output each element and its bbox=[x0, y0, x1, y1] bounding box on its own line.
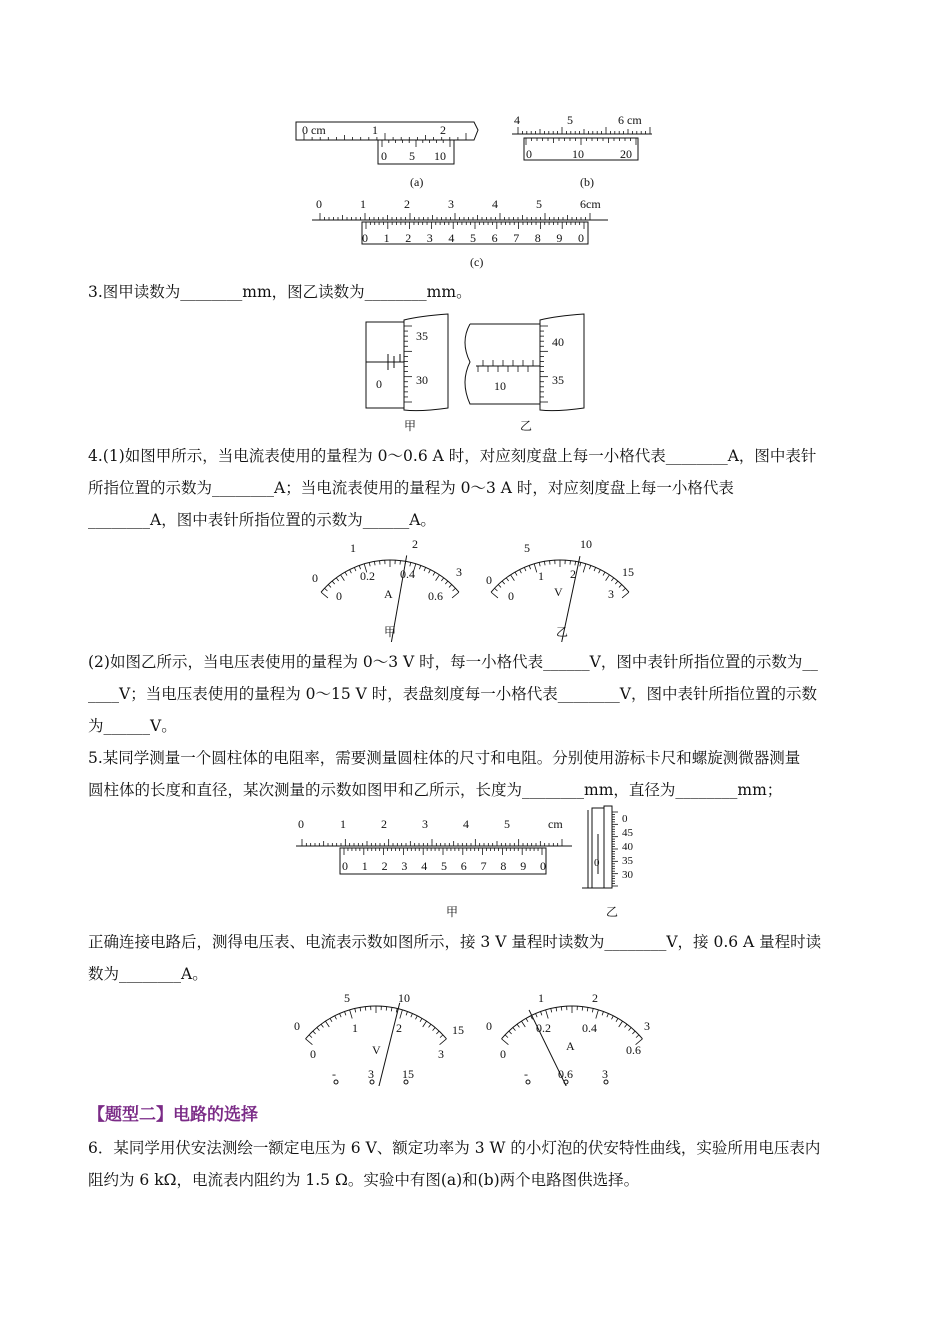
scale-tick bbox=[423, 1021, 427, 1027]
scale-tick bbox=[502, 1039, 509, 1045]
q5b-line-1: 正确连接电路后，测得电压表、电流表示数如图所示，接 3 V 量程时读数为________V，接 0.6 A 量程时读 bbox=[88, 933, 822, 951]
ammeter2-inner-3: 0.6 bbox=[626, 1043, 641, 1057]
scale-tick bbox=[623, 588, 626, 591]
q5-caliper-main-3: 3 bbox=[422, 817, 428, 831]
q5-caliper-main-2: 2 bbox=[381, 817, 387, 831]
scale-tick bbox=[603, 572, 605, 575]
q6-line-2: 阻约为 6 kΩ，电流表内阻约为 1.5 Ω。实验中有图(a)和(b)两个电路图供选择。 bbox=[88, 1171, 640, 1189]
scale-tick bbox=[410, 562, 411, 566]
q5-micrometer-35: 35 bbox=[622, 855, 633, 867]
q5-micrometer-sleeve: 0 bbox=[594, 857, 600, 869]
scale-tick bbox=[526, 1018, 528, 1021]
scale-tick bbox=[309, 1035, 312, 1038]
meter1-caption-yi: 乙 bbox=[556, 625, 569, 639]
q5-micrometer bbox=[582, 806, 634, 919]
micrometer-jia-sleeve: 0 bbox=[376, 377, 382, 391]
scale-tick bbox=[511, 575, 515, 581]
scale-tick bbox=[406, 1012, 407, 1016]
question-4-1 bbox=[88, 440, 864, 536]
q5-caliper-main-0: 0 bbox=[298, 817, 304, 831]
question-3: 3.图甲读数为________mm，图乙读数为________mm。 bbox=[88, 283, 472, 301]
scale-tick bbox=[534, 564, 537, 573]
q5-caliper-vernier-label: 0 bbox=[342, 859, 348, 873]
micrometer-yi-sleeve: 10 bbox=[494, 379, 506, 393]
caliper-c-vernier-label: 6 bbox=[491, 231, 498, 245]
scale-tick bbox=[400, 1010, 403, 1019]
scale-tick bbox=[440, 1035, 443, 1038]
meter1-caption-jia: 甲 bbox=[384, 625, 397, 639]
scale-tick bbox=[541, 1012, 542, 1016]
q5-caliper-vernier-label: 5 bbox=[441, 859, 447, 873]
caliper-c-vernier-label: 0 bbox=[362, 231, 368, 245]
scale-tick bbox=[596, 1010, 599, 1019]
scale-tick bbox=[546, 1010, 549, 1019]
ammeter1-outer-2: 2 bbox=[412, 537, 418, 551]
micrometer-jia bbox=[366, 314, 448, 433]
scale-tick bbox=[632, 1031, 635, 1034]
scale-tick bbox=[429, 1024, 431, 1027]
scale-tick bbox=[607, 1014, 609, 1018]
scale-tick bbox=[515, 572, 517, 575]
section-heading: 【题型二】电路的选择 bbox=[88, 1105, 258, 1125]
scale-tick bbox=[551, 1008, 552, 1012]
caliper-c-vernier-label: 2 bbox=[405, 231, 412, 245]
q5-caliper-vernier-label: 2 bbox=[381, 859, 388, 873]
scale-tick bbox=[615, 581, 618, 584]
caliper-b-label-1: 5 bbox=[567, 113, 573, 127]
ammeter2-outer-1: 1 bbox=[538, 991, 544, 1005]
scale-tick bbox=[345, 572, 347, 575]
scale-tick bbox=[325, 588, 328, 591]
voltmeter1-unit: V bbox=[554, 585, 563, 599]
scale-tick bbox=[616, 1018, 618, 1021]
scale-tick bbox=[355, 1008, 356, 1012]
scale-tick bbox=[452, 592, 459, 598]
scale-tick bbox=[345, 1012, 346, 1016]
q5-caliper-caption: 甲 bbox=[446, 905, 459, 919]
scale-tick bbox=[539, 562, 540, 566]
q5-caliper-vernier-label: 9 bbox=[520, 859, 527, 873]
caliper-a-vernier-0: 0 bbox=[381, 149, 387, 163]
ammeter1-outer-1: 1 bbox=[350, 541, 356, 555]
scale-tick bbox=[433, 1028, 436, 1031]
micrometer-jia-35: 35 bbox=[416, 329, 428, 343]
caliper-a-label-2: 2 bbox=[440, 123, 446, 137]
meters-figure-1 bbox=[306, 532, 646, 642]
caliper-c-vernier-label: 0 bbox=[578, 231, 584, 245]
caliper-c-vernier-label: 1 bbox=[383, 231, 390, 245]
ammeter2-inner-0: 0 bbox=[500, 1047, 506, 1061]
ammeter1-outer-0: 0 bbox=[312, 571, 318, 585]
ammeter2-inner-1: 0.2 bbox=[536, 1021, 551, 1035]
caliper-b-caption: (b) bbox=[580, 175, 594, 189]
micrometer-jia-30: 30 bbox=[416, 373, 428, 387]
q5-caliper-vernier-label: 3 bbox=[401, 859, 408, 873]
scale-tick bbox=[491, 592, 498, 598]
voltmeter2-terminal-neg: - bbox=[332, 1067, 336, 1081]
q5-line-1: 5.某同学测量一个圆柱体的电阻率，需要测量圆柱体的尺寸和电阻。分别使用游标卡尺和螺旋测微器测量 bbox=[88, 749, 801, 767]
scale-tick bbox=[449, 585, 452, 588]
q4b-line-2: ____V；当电压表使用的量程为 0～15 V 时，表盘刻度每一小格代表________V，图中表针所指位置的示数 bbox=[88, 685, 817, 703]
q5-micrometer-0: 0 bbox=[622, 813, 628, 825]
scale-tick bbox=[592, 1008, 593, 1012]
scale-tick bbox=[325, 1021, 329, 1027]
scale-tick bbox=[580, 562, 581, 566]
scale-tick bbox=[441, 578, 443, 581]
caliper-a-vernier-1: 5 bbox=[409, 149, 415, 163]
caliper-b-vernier-1: 10 bbox=[572, 147, 584, 161]
scale-tick bbox=[306, 1039, 313, 1045]
scale-tick bbox=[374, 561, 375, 565]
q5-micrometer-30: 30 bbox=[622, 869, 633, 881]
ammeter2-outer-2: 2 bbox=[592, 991, 598, 1005]
caliper-c-vernier-label: 9 bbox=[556, 231, 563, 245]
voltmeter2-outer-2: 10 bbox=[398, 991, 410, 1005]
q5-micrometer-40: 40 bbox=[622, 841, 633, 853]
scale-tick bbox=[611, 578, 613, 581]
ammeter2-outer-0: 0 bbox=[486, 1019, 492, 1033]
voltmeter2-inner-0: 0 bbox=[310, 1047, 316, 1061]
caliper-c-vernier-label: 4 bbox=[448, 231, 455, 245]
scale-tick bbox=[599, 570, 601, 574]
scale-tick bbox=[317, 1028, 320, 1031]
micrometer-yi-35: 35 bbox=[552, 373, 564, 387]
scale-tick bbox=[424, 567, 426, 571]
scale-tick bbox=[509, 1031, 512, 1034]
voltmeter2-unit: V bbox=[372, 1043, 381, 1057]
scale-tick bbox=[619, 1021, 623, 1027]
q4-line-1: 4.(1)如图甲所示，当电流表使用的量程为 0～0.6 A 时，对应刻度盘上每一小格代表________A，图中表针 bbox=[88, 447, 817, 465]
voltmeter1-outer-0: 0 bbox=[486, 573, 492, 587]
scale-tick bbox=[520, 570, 522, 574]
scale-tick bbox=[332, 581, 335, 584]
q5-line-2: 圆柱体的长度和直径，某次测量的示数如图甲和乙所示，长度为________mm，直径为________mm； bbox=[88, 781, 783, 799]
q5-caliper-main-1: 1 bbox=[340, 817, 346, 831]
q5-figure bbox=[292, 804, 662, 924]
scale-tick bbox=[529, 565, 530, 569]
q5-caliper-vernier-label: 4 bbox=[421, 859, 428, 873]
voltmeter1-inner-0: 0 bbox=[508, 589, 514, 603]
voltmeter1-outer-3: 15 bbox=[622, 565, 634, 579]
scale-tick bbox=[350, 1010, 353, 1019]
q5-caliper-main-4: 4 bbox=[463, 817, 469, 831]
scale-tick bbox=[502, 581, 505, 584]
caliper-c-vernier-label: 7 bbox=[513, 231, 520, 245]
caliper-b-vernier-2: 20 bbox=[620, 147, 632, 161]
scale-tick bbox=[625, 1024, 627, 1027]
scale-tick bbox=[495, 588, 498, 591]
voltmeter2-inner-3: 3 bbox=[438, 1047, 444, 1061]
q5-caliper-vernier-label: 8 bbox=[500, 859, 507, 873]
voltmeter2-outer-1: 5 bbox=[344, 991, 350, 1005]
scale-tick bbox=[440, 1039, 447, 1045]
scale-tick bbox=[330, 1018, 332, 1021]
ammeter1-inner-3: 0.6 bbox=[428, 589, 443, 603]
voltmeter2-inner-1: 1 bbox=[352, 1021, 358, 1035]
caliper-b bbox=[512, 113, 652, 189]
question-4-2 bbox=[88, 646, 864, 806]
micrometer-yi-caption: 乙 bbox=[520, 419, 533, 433]
caliper-figure bbox=[290, 108, 670, 273]
scale-tick bbox=[429, 570, 431, 574]
caliper-c-vernier-label: 8 bbox=[534, 231, 541, 245]
scale-tick bbox=[513, 1028, 516, 1031]
scale-tick bbox=[505, 1035, 508, 1038]
scale-tick bbox=[360, 1007, 361, 1011]
caliper-b-label-0: 4 bbox=[514, 113, 520, 127]
question-5b bbox=[88, 926, 864, 990]
ammeter2-outer-3: 3 bbox=[644, 1019, 650, 1033]
scale-tick bbox=[341, 575, 345, 581]
scale-tick bbox=[587, 1007, 588, 1011]
q6-line-1: 6．某同学用伏安法测绘一额定电压为 6 V、额定功率为 3 W 的小灯泡的伏安特性曲线，实验所用电压表内 bbox=[88, 1139, 821, 1157]
ammeter1-unit: A bbox=[384, 587, 393, 601]
scale-tick bbox=[498, 585, 501, 588]
scale-tick bbox=[636, 1035, 639, 1038]
q5-caliper-vernier-label: 0 bbox=[540, 859, 546, 873]
scale-tick bbox=[420, 1018, 422, 1021]
caliper-b-vernier-0: 0 bbox=[526, 147, 532, 161]
micrometer-figure bbox=[360, 312, 592, 434]
scale-tick bbox=[556, 1007, 557, 1011]
ammeter1-inner-0: 0 bbox=[336, 589, 342, 603]
scale-tick bbox=[594, 567, 596, 571]
scale-tick bbox=[321, 1024, 323, 1027]
ammeter1-outer-3: 3 bbox=[456, 565, 462, 579]
ammeter2-inner-2: 0.4 bbox=[582, 1021, 597, 1035]
voltmeter1-inner-3: 3 bbox=[608, 587, 614, 601]
scale-tick bbox=[436, 575, 440, 581]
scale-tick bbox=[328, 585, 331, 588]
scale-tick bbox=[622, 592, 629, 598]
voltmeter1-outer-1: 5 bbox=[524, 541, 530, 555]
q5-caliper-vernier-label: 1 bbox=[361, 859, 368, 873]
caliper-b-label-2: 6 cm bbox=[618, 113, 642, 127]
scale-tick bbox=[536, 1014, 538, 1018]
scale-tick bbox=[436, 1031, 439, 1034]
scale-tick bbox=[575, 561, 576, 565]
scale-tick bbox=[369, 562, 370, 566]
scale-tick bbox=[629, 1028, 632, 1031]
caliper-c-vernier-label: 3 bbox=[426, 231, 433, 245]
caliper-c-main-4: 4 bbox=[492, 197, 498, 211]
caliper-c-main-0: 0 bbox=[316, 197, 322, 211]
caliper-c-main-2: 2 bbox=[404, 197, 410, 211]
ammeter2-terminal-neg: - bbox=[524, 1067, 528, 1081]
scale-tick bbox=[313, 1031, 316, 1034]
q5-caliper-vernier-label: 7 bbox=[480, 859, 487, 873]
scale-tick bbox=[606, 575, 610, 581]
scale-tick bbox=[453, 588, 456, 591]
q4b-line-1: (2)如图乙所示，当电压表使用的量程为 0～3 V 时，每一小格代表______V，图中表针所指位置的示数为__ bbox=[88, 653, 818, 671]
caliper-c-main-5: 5 bbox=[536, 197, 542, 211]
voltmeter1-inner-2: 2 bbox=[570, 567, 576, 581]
scale-tick bbox=[340, 1014, 342, 1018]
scale-tick bbox=[445, 581, 448, 584]
voltmeter2-inner-2: 2 bbox=[396, 1021, 402, 1035]
caliper-c bbox=[312, 197, 608, 269]
scale-tick bbox=[411, 1014, 413, 1018]
voltmeter2-outer-3: 15 bbox=[452, 1023, 464, 1037]
q4-line-2: 所指位置的示数为________A；当电流表使用的量程为 0～3 A 时，对应刻度盘上每一小格代表 bbox=[88, 479, 734, 497]
question-6 bbox=[88, 1132, 864, 1196]
caliper-a-label-0: 0 cm bbox=[302, 123, 326, 137]
meters-figure-2 bbox=[292, 986, 664, 1086]
micrometer-jia-caption: 甲 bbox=[404, 419, 417, 433]
caliper-c-caption: (c) bbox=[470, 255, 484, 269]
q5-micrometer-45: 45 bbox=[622, 827, 633, 839]
caliper-a-caption: (a) bbox=[410, 175, 424, 189]
ammeter2-terminal-3: 3 bbox=[602, 1067, 608, 1081]
q5b-line-2: 数为________A。 bbox=[88, 965, 208, 983]
q5-caliper-main-unit: cm bbox=[548, 817, 563, 831]
scale-tick bbox=[517, 1024, 519, 1027]
voltmeter1-inner-1: 1 bbox=[538, 569, 544, 583]
micrometer-yi bbox=[465, 314, 584, 433]
scale-tick bbox=[419, 565, 420, 569]
caliper-c-main-6: 6cm bbox=[580, 197, 601, 211]
caliper-c-main-1: 1 bbox=[360, 197, 366, 211]
scale-tick bbox=[602, 1012, 603, 1016]
scale-tick bbox=[350, 570, 352, 574]
voltmeter2-outer-0: 0 bbox=[294, 1019, 300, 1033]
voltmeter1-outer-2: 10 bbox=[580, 537, 592, 551]
scale-tick bbox=[506, 578, 508, 581]
caliper-c-vernier-label: 5 bbox=[470, 231, 476, 245]
q5-caliper bbox=[296, 817, 572, 919]
scale-tick bbox=[336, 578, 338, 581]
ammeter2-unit: A bbox=[566, 1039, 575, 1053]
scale-tick bbox=[524, 567, 526, 571]
q4-line-3: ________A，图中表针所指位置的示数为______A。 bbox=[88, 511, 436, 529]
ammeter1-inner-2: 0.4 bbox=[400, 567, 415, 581]
scale-tick bbox=[583, 564, 586, 573]
micrometer-yi-40: 40 bbox=[552, 335, 564, 349]
q4b-line-3: 为______V。 bbox=[88, 717, 177, 735]
scale-tick bbox=[619, 585, 622, 588]
scale-tick bbox=[521, 1021, 525, 1027]
caliper-a-vernier-2: 10 bbox=[434, 149, 446, 163]
caliper-a bbox=[296, 122, 478, 189]
scale-tick bbox=[415, 1016, 417, 1020]
voltmeter2-terminal-15: 15 bbox=[402, 1067, 414, 1081]
q5-micrometer-caption: 乙 bbox=[606, 905, 619, 919]
scale-tick bbox=[433, 572, 435, 575]
scale-tick bbox=[589, 565, 590, 569]
scale-tick bbox=[335, 1016, 337, 1020]
scale-tick bbox=[611, 1016, 613, 1020]
caliper-a-label-1: 1 bbox=[372, 123, 378, 137]
scale-tick bbox=[544, 561, 545, 565]
ammeter2-terminal-0.6: 0.6 bbox=[558, 1067, 573, 1081]
voltmeter2-terminal-3: 3 bbox=[368, 1067, 374, 1081]
q5-caliper-vernier-label: 6 bbox=[460, 859, 467, 873]
scale-tick bbox=[354, 567, 356, 571]
scale-tick bbox=[391, 1007, 392, 1011]
caliper-c-main-3: 3 bbox=[448, 197, 454, 211]
q5-caliper-main-5: 5 bbox=[504, 817, 510, 831]
ammeter1-inner-1: 0.2 bbox=[360, 569, 375, 583]
scale-tick bbox=[321, 592, 328, 598]
